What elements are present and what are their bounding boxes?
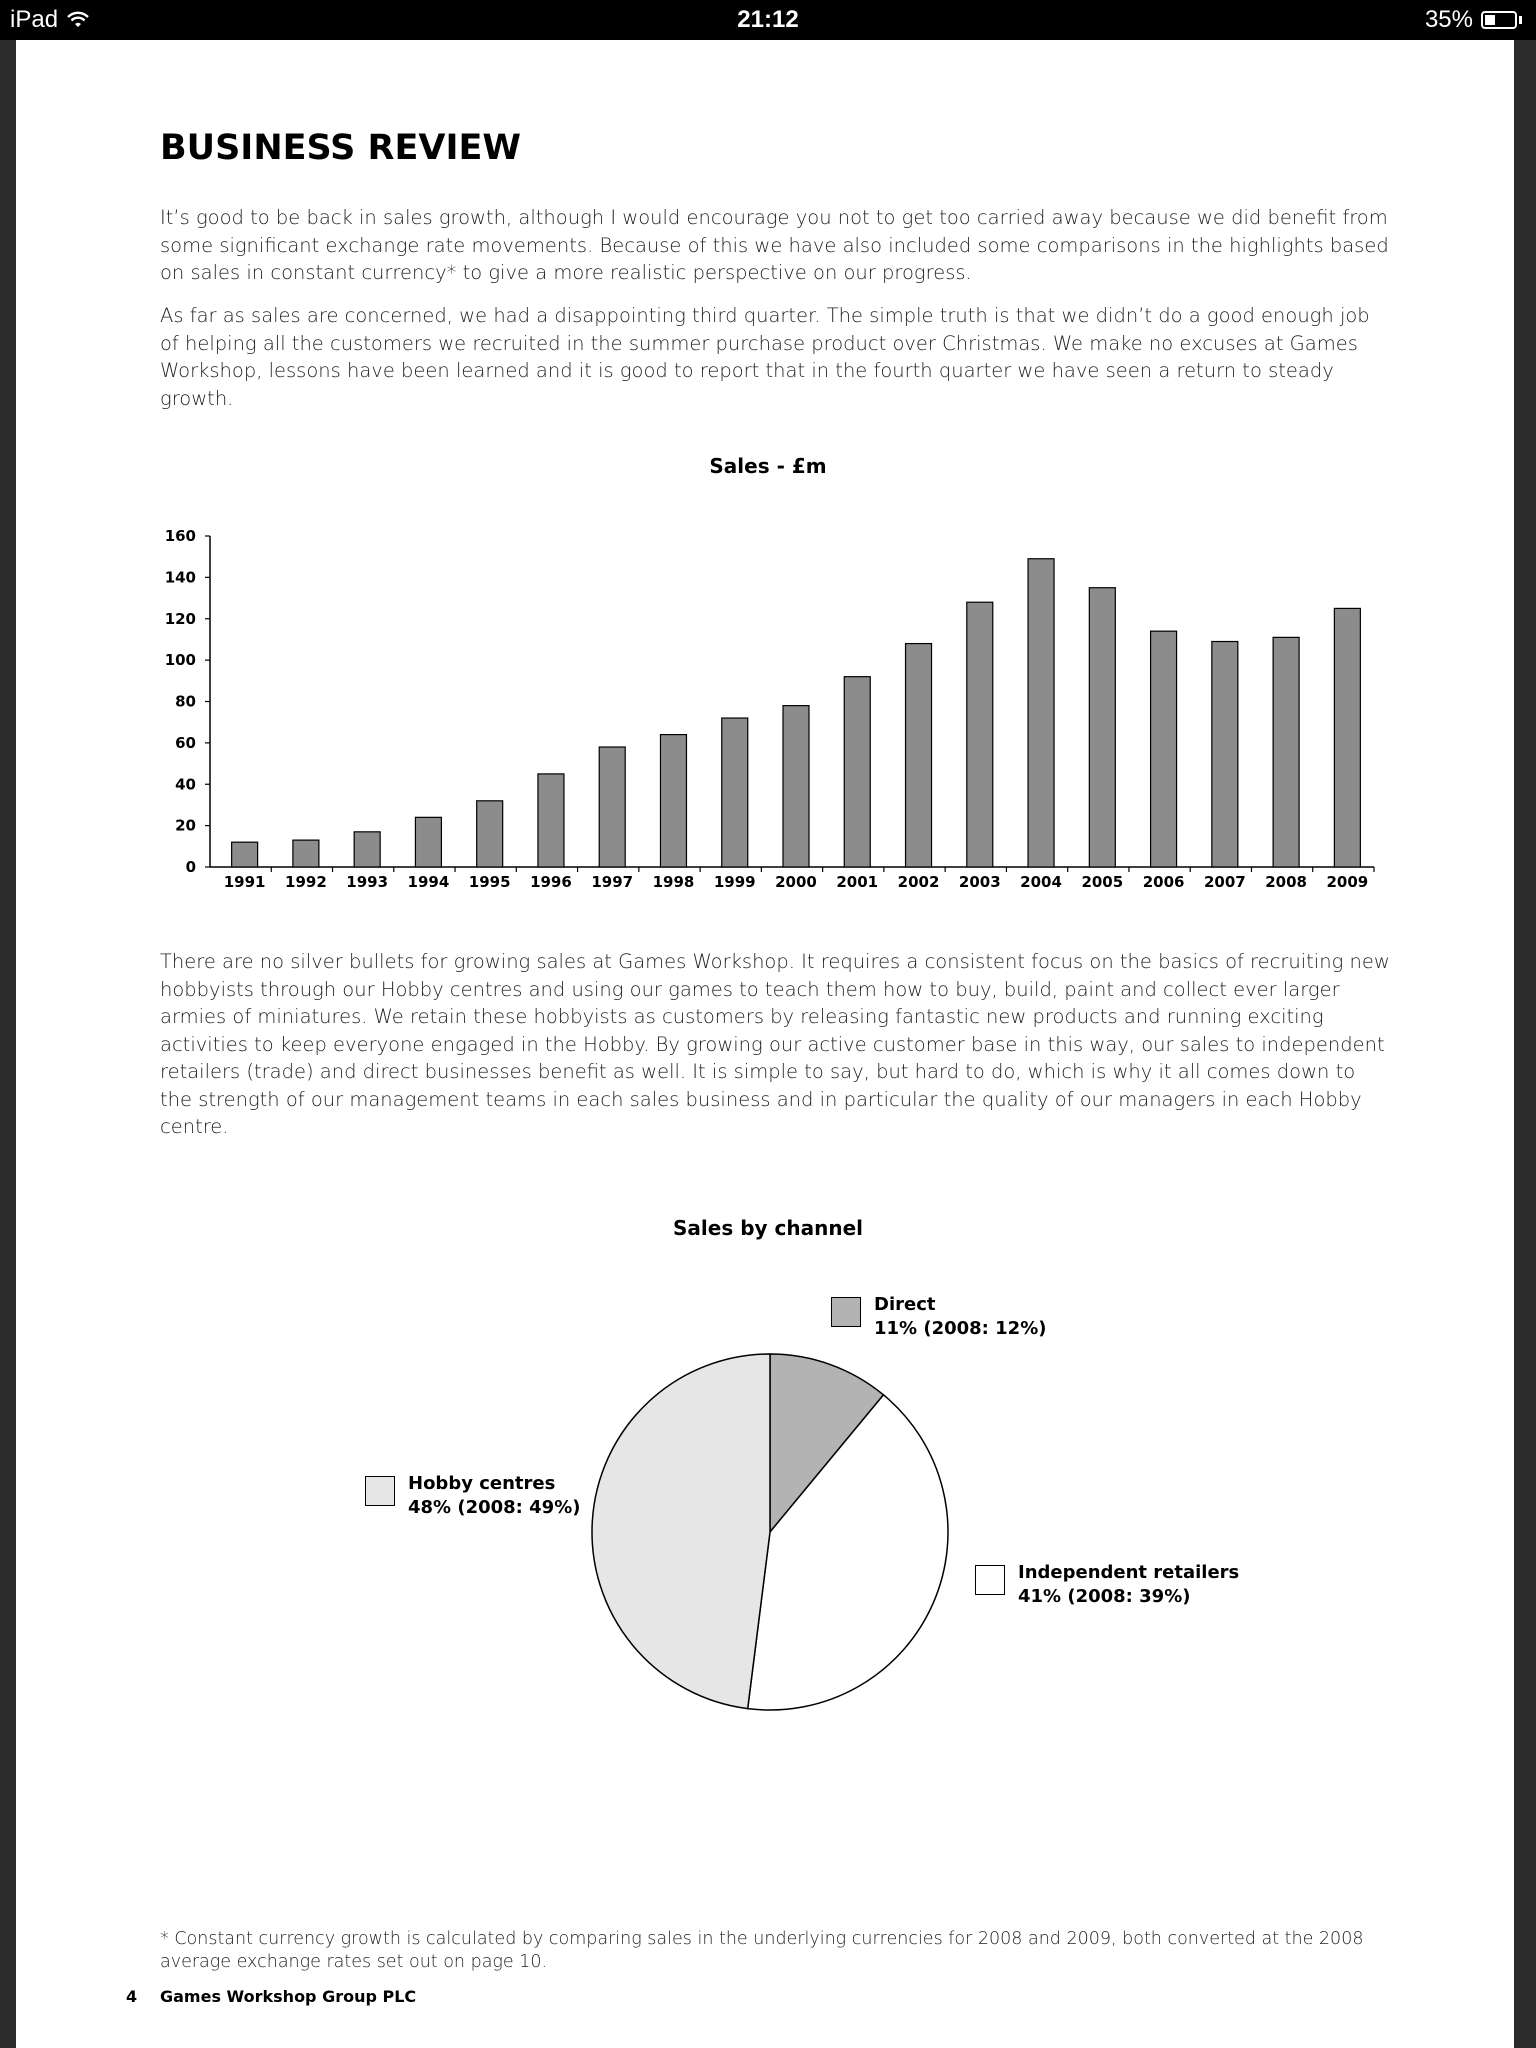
page-title: BUSINESS REVIEW — [160, 128, 522, 168]
document-page — [16, 40, 1514, 2048]
x-tick-label: 2001 — [836, 873, 879, 891]
legend-direct — [874, 1293, 1046, 1341]
y-tick-label: 140 — [164, 568, 196, 587]
legend-swatch-direct — [831, 1297, 861, 1327]
legend-swatch-hobby — [365, 1476, 395, 1506]
status-time: 21:12 — [737, 6, 799, 33]
x-tick-label: 2004 — [1020, 873, 1062, 891]
x-tick-label: 2005 — [1081, 873, 1124, 891]
y-tick-label: 120 — [164, 609, 196, 628]
paragraph-1: It’s good to be back in sales growth, although I would encourage you not to get too carried away because we did benefit from some significant exchange rate movements. Because of this we have also included some comparisons in the highlights based on sales in constant currency* to give a more realistic perspective on our progress. — [160, 206, 1389, 284]
channel-pie-chart — [16, 40, 1514, 1840]
footnote: * Constant currency growth is calculated by comparing sales in the underlying currencies for 2008 and 2009, both converted at the 2008 average exchange rates set out on page 10. — [160, 1929, 1364, 1972]
y-tick-label: 100 — [164, 651, 196, 670]
status-bar — [0, 0, 1536, 40]
legend-hobby-name: Hobby centres — [408, 1473, 556, 1494]
x-tick-label: 1998 — [652, 873, 695, 891]
paragraph-2: As far as sales are concerned, we had a disappointing third quarter. The simple truth is that we didn’t do a good enough job of helping all the customers we recruited in the summer purchase product over Christmas. We make no excuses at Games Workshop, lessons have been learned and it is good to report that in the fourth quarter we have seen a return to steady growth. — [160, 304, 1370, 410]
status-right — [1425, 6, 1522, 34]
legend-hobby-value: 48% (2008: 49%) — [408, 1497, 581, 1518]
y-tick-label: 20 — [175, 816, 196, 835]
y-tick-label: 80 — [175, 692, 196, 711]
battery-percent: 35% — [1424, 6, 1473, 33]
page-number: 4 — [126, 1987, 138, 2006]
paragraph-3: There are no silver bullets for growing sales at Games Workshop. It requires a consistent focus on the basics of recruiting new hobbyists through our Hobby centres and using our games to teach them how to buy, build, paint and collect ever larger armies of miniatures. We retain these hobbyists as customers by releasing fantastic new products and running exciting activities to keep everyone engaged in the Hobby. By growing our active customer base in this way, our sales to independent retailers (trade) and direct businesses benefit as well. It is simple to say, but hard to do, which is why it all comes down to the strength of our management teams in each sales business and in particular the quality of our managers in each Hobby centre. — [160, 950, 1390, 1138]
legend-independent-value: 41% (2008: 39%) — [1018, 1586, 1191, 1607]
x-tick-label: 1994 — [407, 873, 450, 891]
x-tick-label: 1991 — [223, 873, 266, 891]
channel-chart-title: Sales by channel — [673, 1216, 863, 1240]
x-tick-label: 2006 — [1142, 873, 1185, 891]
x-tick-label: 2002 — [897, 873, 940, 891]
x-tick-label: 1996 — [530, 873, 572, 891]
x-tick-label: 1995 — [468, 873, 511, 891]
x-tick-label: 2008 — [1265, 873, 1307, 891]
battery-tip — [1519, 16, 1522, 24]
x-tick-label: 1992 — [285, 873, 327, 891]
pie-slice-hobby-centres — [592, 1354, 770, 1709]
legend-hobby-centres — [408, 1472, 580, 1520]
x-tick-label: 2003 — [958, 873, 1001, 891]
x-tick-label: 2000 — [775, 873, 817, 891]
y-tick-label: 0 — [185, 858, 196, 876]
y-tick-label: 160 — [164, 527, 196, 545]
battery-fill — [1485, 15, 1495, 25]
legend-direct-name: Direct — [874, 1294, 936, 1315]
y-tick-label: 40 — [175, 775, 196, 794]
y-tick-label: 60 — [175, 733, 196, 752]
battery-icon — [1481, 11, 1517, 29]
x-tick-label: 2009 — [1326, 873, 1369, 891]
sales-chart-title: Sales - £m — [709, 454, 827, 478]
legend-independent-name: Independent retailers — [1018, 1562, 1240, 1583]
legend-independent — [1018, 1561, 1239, 1609]
device-name: iPad — [10, 6, 59, 33]
x-tick-label: 1993 — [346, 873, 389, 891]
x-tick-label: 2007 — [1203, 873, 1246, 891]
legend-swatch-independent — [975, 1565, 1005, 1595]
x-tick-label: 1999 — [713, 873, 756, 891]
x-tick-label: 1997 — [591, 873, 634, 891]
company-name: Games Workshop Group PLC — [160, 1987, 417, 2006]
legend-direct-value: 11% (2008: 12%) — [874, 1318, 1047, 1339]
